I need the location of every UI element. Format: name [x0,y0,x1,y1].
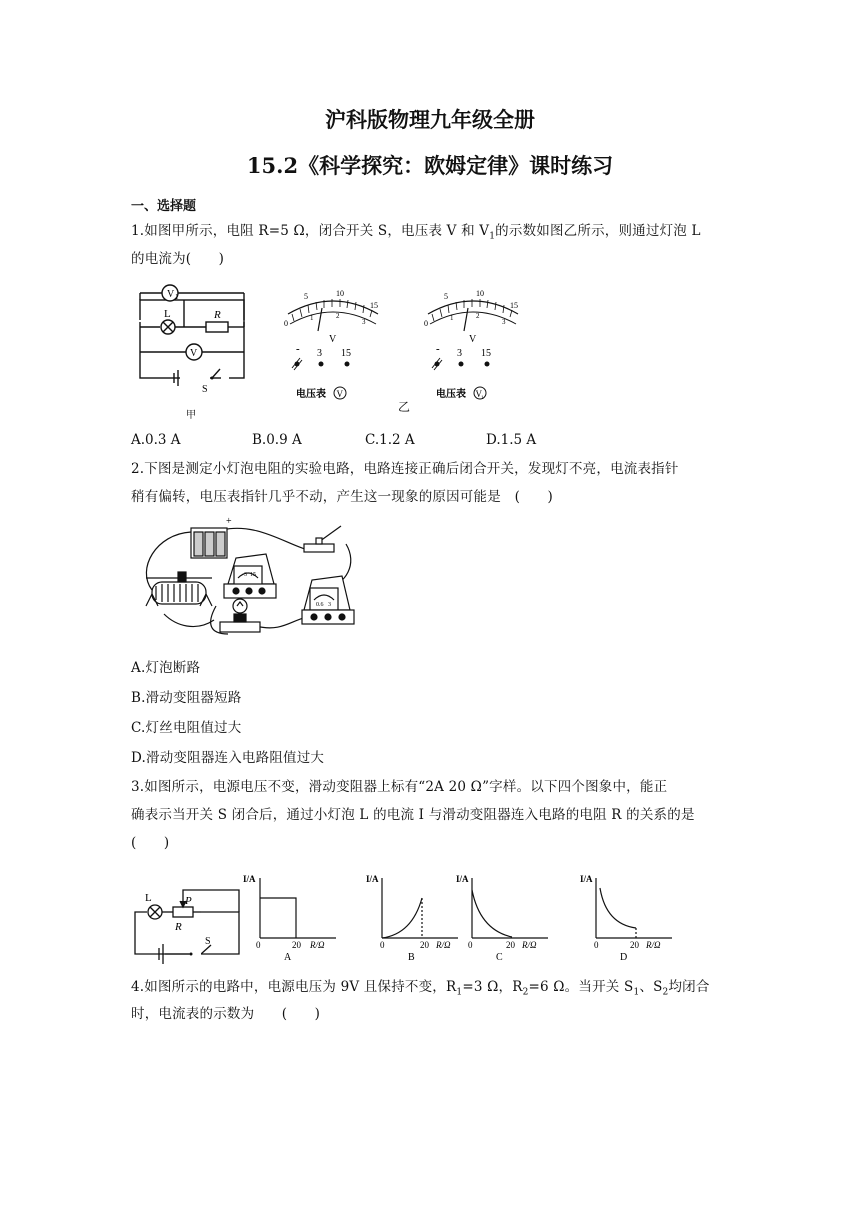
q4-subscript: 2 [522,987,529,998]
v1-meter-label: V [167,289,175,300]
scale-top-10: 10 [476,289,484,298]
axis-origin: 0 [594,940,599,950]
question-1-text-cont: 的电流为( ) [131,251,225,267]
figure-caption-jia: 甲 [186,410,196,421]
scale-bottom-3: 3 [362,318,366,326]
q2-option-a: A.灯泡断路 [131,660,201,676]
scale-bottom-3: 3 [502,318,506,326]
slider-label: P [185,895,192,907]
axis-origin: 0 [380,940,385,950]
q1-circuit-diagram [128,280,250,422]
graph-letter: B [408,952,415,963]
question-2-text-cont: 稍有偏转，电压表指针几乎不动，产生这一现象的原因可能是 ( ) [131,489,553,505]
tick-20: 20 [506,940,515,950]
q1-text-part: 1.如图甲所示，电阻 R=5 Ω，闭合开关 S，电压表 V 和 V [131,223,490,239]
switch-label: S [205,936,211,947]
q1-text-part: 的示数如图乙所示，则通过灯泡 L [495,223,701,239]
question-3-text: 3.如图所示，电源电压不变，滑动变阻器上标有“2A 20 Ω”字样。以下四个图象中，能正 [131,779,668,795]
graph-letter: D [620,952,628,963]
ammeter-terminal-06: 0.6 [316,602,324,608]
q4-text-part: 4.如图所示的电路中，电源电压为 9V 且保持不变，R [131,979,457,995]
figure-caption-yi: 乙 [398,400,411,414]
q4-text-part: =3 Ω，R [462,979,523,995]
scale-top-15: 15 [370,301,378,310]
axis-label-i: I/A [366,874,379,884]
meter-label: 电压表 [296,389,326,400]
scale-bottom-0: 0 [424,319,428,328]
meter-symbol-v: V [336,389,343,399]
q1-option-c: C.1.2 A [365,432,415,448]
q4-text-part: 、S [639,979,663,995]
q2-option-b: B.滑动变阻器短路 [131,690,242,706]
terminal-15: 15 [341,348,351,359]
q2-apparatus-diagram [136,514,362,646]
battery-plus: + [226,516,232,527]
voltmeter-terminal-15: 15 [250,572,256,578]
scale-bottom-1: 1 [310,314,314,322]
q3-graph-d [578,868,690,966]
q4-subscript: 1 [633,987,640,998]
terminal-15: 15 [481,348,491,359]
scale-bottom-2: 2 [476,312,480,320]
meter-symbol-sub: 1 [481,396,484,401]
axis-origin: 0 [256,940,261,950]
q4-subscript: 1 [456,987,463,998]
axis-label-i: I/A [243,874,256,884]
axis-label-i: I/A [580,874,593,884]
v-meter-label: V [190,348,198,359]
rheostat-label: R [175,921,182,933]
lesson-title: 15.2《科学探究：欧姆定律》课时练习 [246,153,614,178]
graph-letter: C [496,952,503,963]
q3-circuit-diagram [133,882,243,966]
axis-label-r: R/Ω [646,940,661,950]
meter-unit-v: V [469,334,477,345]
v1-subscript: 1 [175,293,179,301]
voltmeter-terminal-3: 3 [244,572,247,578]
resistor-label: R [214,309,221,321]
question-4-text-cont: 时，电流表的示数为 ( ) [131,1006,321,1022]
question-3-text-cont2: ( ) [131,835,170,851]
terminal-3: 3 [457,348,462,359]
question-3-text-cont: 确表示当开关 S 闭合后，通过小灯泡 L 的电流 I 与滑动变阻器连入电路的电阻 R 的关系的是 [131,807,695,823]
q3-graph-a [238,868,350,966]
axis-label-i: I/A [456,874,469,884]
graph-letter: A [284,952,292,963]
terminal-3: 3 [317,348,322,359]
tick-20: 20 [292,940,301,950]
scale-top-5: 5 [444,292,448,301]
scale-top-5: 5 [304,292,308,301]
q4-text-part: 均闭合 [668,979,710,995]
meter-unit-v: V [329,334,337,345]
axis-label-r: R/Ω [522,940,537,950]
scale-top-10: 10 [336,289,344,298]
q4-text-part: =6 Ω。当开关 S [528,979,634,995]
scale-bottom-0: 0 [284,319,288,328]
document-title: 沪科版物理九年级全册 [325,107,535,132]
scale-bottom-2: 2 [336,312,340,320]
terminal-minus: - [296,343,300,355]
ammeter-terminal-3: 3 [328,602,331,608]
q1-voltmeter-v1 [418,284,528,409]
scale-bottom-1: 1 [450,314,454,322]
q1-option-a: A.0.3 A [131,432,181,448]
meter-label: 电压表 [436,389,466,400]
axis-label-r: R/Ω [436,940,451,950]
tick-20: 20 [630,940,639,950]
terminal-minus: - [436,343,440,355]
meter-symbol-v1: V [475,389,482,399]
q2-option-c: C.灯丝电阻值过大 [131,720,242,736]
switch-label: S [202,384,208,395]
q1-voltmeter-v [278,284,388,409]
lamp-label: L [145,892,152,904]
axis-label-r: R/Ω [310,940,325,950]
lamp-label: L [164,308,171,320]
q1-option-d: D.1.5 A [486,432,537,448]
q4-subscript: 2 [662,987,669,998]
q2-option-d: D.滑动变阻器连入电路阻值过大 [131,750,325,766]
q3-graph-c [456,868,566,966]
q1-subscript: 1 [489,231,496,242]
axis-origin: 0 [468,940,473,950]
tick-20: 20 [420,940,429,950]
question-2-text: 2.下图是测定小灯泡电阻的实验电路，电路连接正确后闭合开关，发现灯不亮，电流表指针 [131,461,679,477]
q1-option-b: B.0.9 A [252,432,302,448]
section-heading: 一、选择题 [131,199,197,214]
scale-top-15: 15 [510,301,518,310]
